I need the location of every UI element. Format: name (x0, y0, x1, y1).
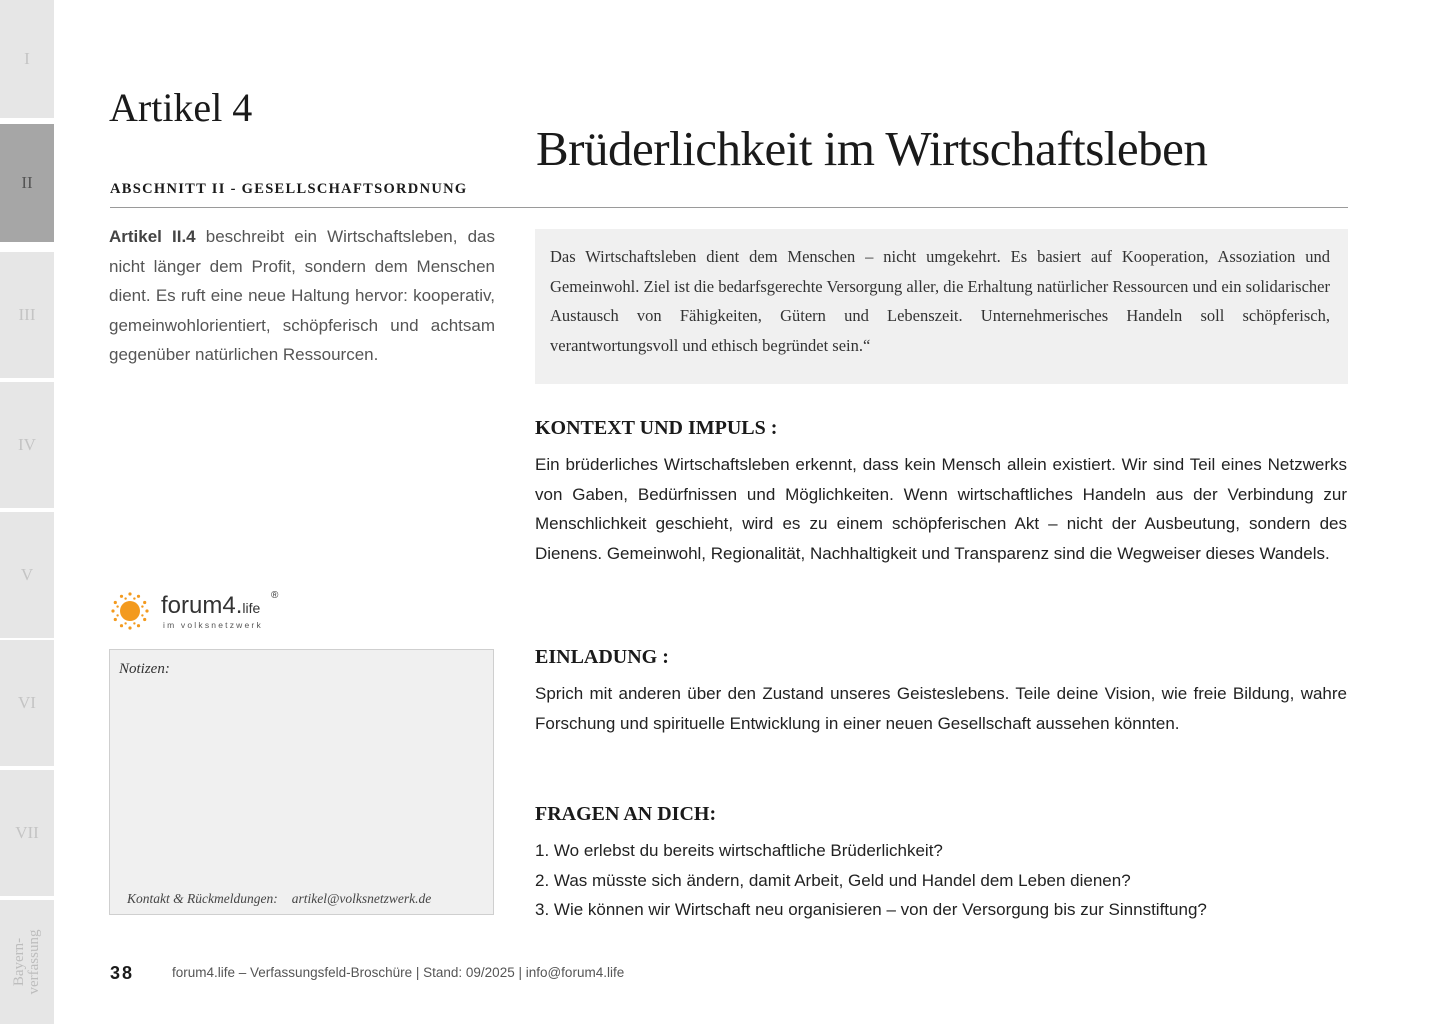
questions-list (535, 836, 1207, 925)
section-label: ABSCHNITT II - GESELLSCHAFTSORDNUNG (110, 181, 468, 197)
chapter-tab-6[interactable]: VI (0, 640, 54, 766)
chapter-tab-5[interactable]: V (0, 512, 54, 638)
quote-text: Das Wirtschaftsleben dient dem Menschen – nicht umgekehrt. Es basiert auf Kooperation, Assoziation und Gemeinwohl. Ziel ist die bedarfsgerechte Versorgung aller, die Erhaltung natürlicher Ressourcen und ein solidarischer Austausch von Fähigkeiten, Gütern und Lebenszeit. Unternehmerisches Handeln soll schöpferisch, verantwortungsvoll und ethisch begründet sein.“ (550, 247, 1330, 355)
chapter-tab-4[interactable]: IV (0, 382, 54, 508)
registered-mark: ® (271, 590, 279, 601)
contact-email-link[interactable]: artikel@volksnetzwerk.de (291, 891, 432, 906)
forum4-logo (109, 588, 309, 634)
logo-brand: forum4. (161, 592, 243, 619)
quote-box (535, 229, 1348, 384)
sun-logo-icon (109, 590, 151, 632)
chapter-tab-rail (0, 0, 54, 1024)
question-item: 3. Wie können wir Wirtschaft neu organisieren – von der Versorgung bis zur Sinnstiftung? (535, 900, 1207, 919)
contact-label: Kontakt & Rückmeldungen: (127, 891, 278, 906)
logo-tagline: im volksnetzwerk (163, 620, 263, 630)
chapter-tab-1[interactable]: I (0, 0, 54, 118)
intro-paragraph (109, 222, 495, 370)
notes-contact (127, 891, 431, 907)
notes-box[interactable] (109, 649, 494, 915)
questions-heading: FRAGEN AN DICH: (535, 803, 717, 825)
chapter-tab-bayernverfassung[interactable] (0, 900, 54, 1024)
context-text: Ein brüderliches Wirtschaftsleben erkennt, dass kein Mensch allein existiert. Wir sind Teil eines Netzwerks von Gaben, Bedürfnissen und Möglichkeiten. Wenn wirtschaftliches Handeln aus der Verbindung zur Menschlichkeit geschieht, wird es zu einem schöpferischen Akt – nicht der Ausbeutung, sondern des Dienens. Gemeinwohl, Regionalität, Nachhaltigkeit und Transparenz sind die Wegweiser dieses Wandels. (535, 455, 1347, 563)
chapter-tab-2-active[interactable]: II (0, 124, 54, 242)
notes-label: Notizen: (119, 661, 170, 677)
chapter-tab-7[interactable]: VII (0, 770, 54, 896)
header-divider (110, 207, 1348, 208)
bayernverfassung-line2: verfassung (26, 929, 42, 995)
question-item: 2. Was müsste sich ändern, damit Arbeit, Geld und Handel dem Leben dienen? (535, 870, 1131, 890)
article-number: Artikel 4 (109, 85, 253, 130)
invitation-text: Sprich mit anderen über den Zustand unseres Geisteslebens. Teile deine Vision, wie freie Bildung, wahre Forschung und spirituelle Entwicklung in einer neuen Gesellschaft aussehen könnten. (535, 684, 1347, 733)
question-item: 1. Wo erlebst du bereits wirtschaftliche Brüderlichkeit? (535, 841, 943, 860)
logo-brand-suffix: life (242, 600, 261, 616)
invitation-heading: EINLADUNG : (535, 646, 669, 668)
bayernverfassung-label (12, 902, 42, 1022)
page-number: 38 (110, 963, 135, 983)
logo-wordmark (161, 592, 260, 620)
intro-article-ref: Artikel II.4 (109, 227, 196, 246)
footer-text: forum4.life – Verfassungsfeld-Broschüre | Stand: 09/2025 | info@forum4.life (172, 965, 625, 980)
context-heading: KONTEXT UND IMPULS : (535, 417, 778, 439)
bayernverfassung-line1: Bayern- (11, 937, 27, 987)
intro-text: beschreibt ein Wirtschaftsleben, das nicht länger dem Profit, sondern dem Menschen dient. Es ruft eine neue Haltung hervor: kooperativ, gemeinwohlorientiert, schöpferisch und achtsam gegenüber natürlichen Ressourcen. (109, 227, 495, 364)
article-title: Brüderlichkeit im Wirtschaftsleben (536, 121, 1208, 176)
chapter-tab-3[interactable]: III (0, 252, 54, 378)
